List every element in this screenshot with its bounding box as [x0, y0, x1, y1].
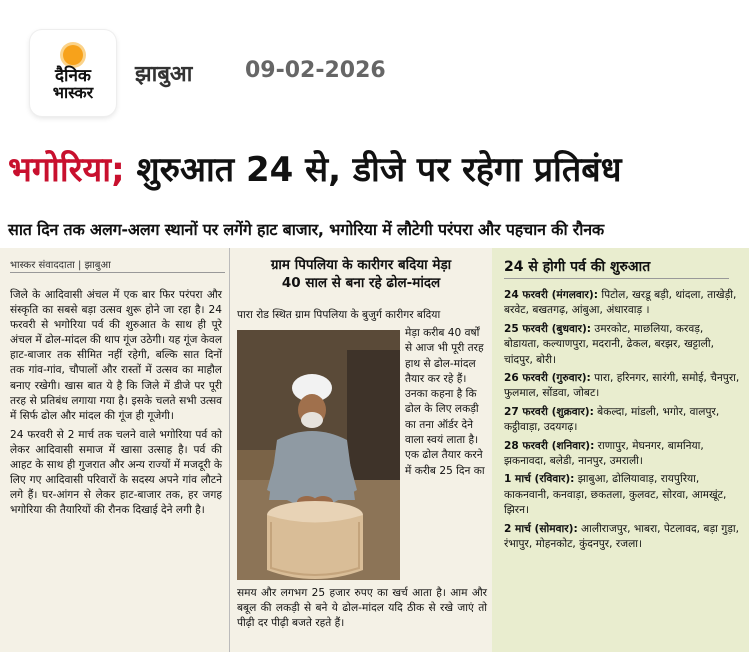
- craftsman-photo: [237, 330, 400, 580]
- side-story-title-line2: 40 साल से बना रहे ढोल-मांदल: [281, 275, 441, 291]
- schedule-places: आलीराजपुर, भाबरा, पेटलावद, बड़ा गुड़ा, रंभापुर, मोहनकोट, कुंदनपुर, रजला।: [504, 522, 739, 551]
- schedule-entry: [504, 288, 741, 319]
- schedule-entry: [504, 522, 741, 553]
- main-story: [10, 288, 222, 522]
- subheadline: सात दिन तक अलग-अलग स्थानों पर लगेंगे हाट बाजार, भगोरिया में लौटेगी परंपरा और पहचान की रौनक: [8, 220, 605, 239]
- article-body: [0, 248, 749, 652]
- headline-rest: शुरुआत 24 से, डीजे पर रहेगा प्रतिबंध: [124, 150, 622, 190]
- schedule-places: राणापुर, मेघनगर, बामनिया, झकनावदा, बलेडी, नानपुर, उमराली।: [504, 439, 704, 468]
- schedule-day: 28 फरवरी (शनिवार):: [504, 439, 595, 452]
- schedule-entry: [504, 472, 741, 518]
- schedule-list: [504, 288, 741, 556]
- schedule-day: 1 मार्च (रविवार):: [504, 473, 575, 486]
- side-story-intro: पारा रोड स्थित ग्राम पिपलिया के बुजुर्ग कारीगर बदिया: [237, 309, 441, 321]
- schedule-entry: [504, 405, 741, 436]
- schedule-day: 24 फरवरी (मंगलवार):: [504, 289, 598, 301]
- schedule-divider: [504, 278, 729, 279]
- side-story-bottom-text: समय और लगभग 25 हजार रुपए का खर्च आता है। आम और बबूल की लकड़ी से बने ये ढोल-मांदल यदि ठीक से रखे जाएं तो पीढ़ी दर पीढ़ी बजते रहते हैं।: [237, 587, 487, 630]
- side-story-text: मेड़ा करीब 40 वर्षों से आज भी पूरी तरह हाथ से ढोल-मांदल तैयार कर रहे हैं। उनका कहना है कि ढोल के लिए लकड़ी का तना ऑर्डर देने वाला स्वयं लाता है। एक ढोल तैयार करने में करीब 25 दिन का: [405, 327, 485, 477]
- dainik-bhaskar-logo: [30, 30, 116, 116]
- schedule-entry: [504, 322, 741, 368]
- main-story-paragraph: जिले के आदिवासी अंचल में एक बार फिर परंपरा और संस्कृति का सबसे बड़ा उत्सव शुरू होने जा रहा है। 24 फरवरी से भगोरिया पर्व की शुरुआत के साथ ही पूरे अंचल में ढोल-मांदल की थाप गूंज उठेगी। यह गूंज केवल हाट-बाजार तक सीमित नहीं रहेगी, बल्कि सात दिनों तक गांव-गांव, चौपालों और रास्तों में उत्सव का माहौल बनाए रखेगी। खास बात ये है कि जिले में डीजे पर पूरी तरह से प्रतिबंध लगाया गया है। इसके चलते सभी उत्सव में सिर्फ ढोल और मांदल की गूंज ही गूजेगी।: [10, 289, 222, 422]
- schedule-day: 26 फरवरी (गुरुवार):: [504, 372, 591, 385]
- schedule-title: 24 से होगी पर्व की शुरुआत: [504, 259, 651, 275]
- schedule-entry: [504, 439, 741, 470]
- schedule-places: पिटोल, खरडू बड़ी, थांदला, ताखेड़ी, बरवेट, बखतगढ़, आंबुआ, अंधारवाड़ ।: [504, 289, 737, 317]
- headline: [8, 150, 743, 191]
- schedule-places: उमरकोट, माछलिया, करवड़, बोडायता, कल्याणपुरा, मदरानी, ढेकल, बरझर, खट्टाली, चांदपुर, बोरी।: [504, 322, 714, 366]
- main-story-paragraph: 24 फरवरी से 2 मार्च तक चलने वाले भगोरिया पर्व को लेकर आदिवासी समाज में खासा उत्साह है। पर्व की आहट के साथ ही गुजरात और अन्य राज्यों में मजदूरी के लिए गए आदिवासी परिवारों के सदस्य अपने गांव लौटने लगे हैं। घर-आंगन से लेकर हाट-बाजार तक, हर जगह भगोरिया की तैयारियों की रौनक दिखाई देने लगी है।: [10, 428, 222, 517]
- schedule-day: 2 मार्च (सोमवार):: [504, 522, 578, 535]
- side-story-title-line1: ग्राम पिपलिया के कारीगर बदिया मेड़ा: [270, 257, 452, 273]
- logo-text-line1: दैनिक: [55, 66, 91, 86]
- city-name: झाबुआ: [135, 62, 193, 87]
- byline: भास्कर संवाददाता | झाबुआ: [10, 260, 111, 271]
- schedule-box: [492, 248, 749, 652]
- schedule-day: 25 फरवरी (बुधवार):: [504, 322, 592, 335]
- schedule-entry: [504, 371, 741, 402]
- sun-icon: [63, 45, 83, 65]
- logo-text-line2: भास्कर: [52, 83, 94, 102]
- headline-highlight: भगोरिया;: [8, 150, 125, 190]
- byline-divider: [10, 272, 225, 273]
- schedule-places: झाबुआ, ढोलियावाड़, रायपुरिया, काकनवानी, कनवाड़ा, छकतला, कुलवट, सोरवा, आमखूंट, झिरन।: [504, 473, 727, 517]
- edition-date: 09-02-2026: [245, 58, 386, 83]
- column-divider: [229, 248, 230, 652]
- schedule-places: पारा, हरिनगर, सारंगी, समोई, चैनपुरा, फुलमाल, सोंडवा, जोबट।: [504, 372, 740, 400]
- schedule-day: 27 फरवरी (शुक्रवार):: [504, 405, 594, 418]
- side-story-title: [237, 256, 485, 292]
- schedule-places: बेकल्दा, मांडली, भगोर, वालपुर, कट्ठीवाड़ा, उदयगढ़।: [504, 405, 720, 434]
